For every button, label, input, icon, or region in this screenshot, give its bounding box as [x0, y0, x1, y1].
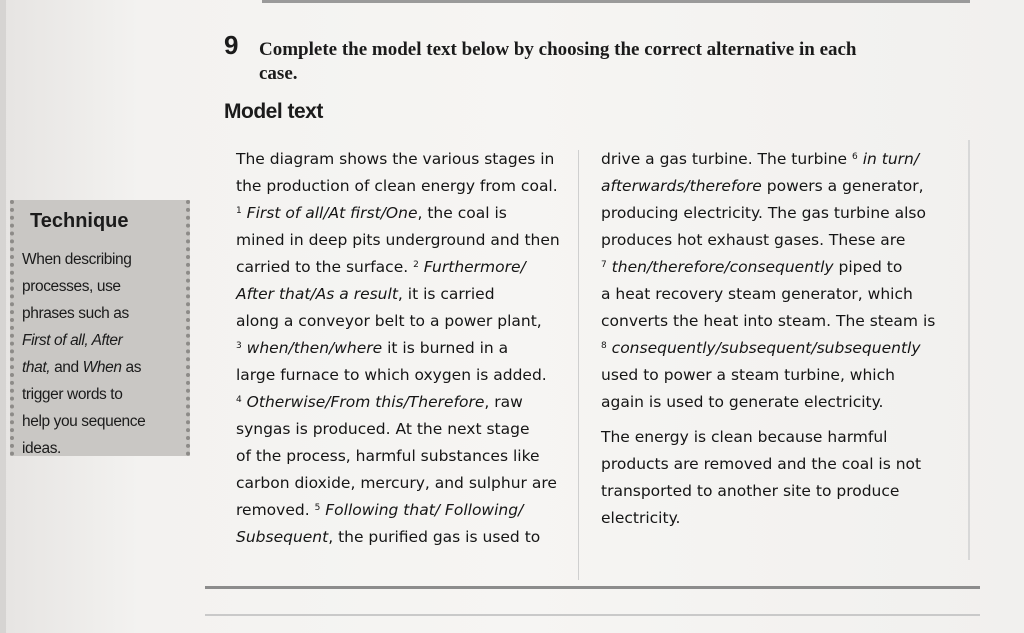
text-line: along a conveyor belt to a power plant,	[236, 312, 542, 330]
alternatives: afterwards/therefore	[601, 177, 762, 195]
alternatives: consequently/subsequent/subsequently	[611, 339, 921, 357]
text-line: removed. $^5$ Following that/ Following/	[236, 501, 524, 519]
text-line: $^3$ when/then/where it is burned in a	[236, 339, 509, 357]
text-line: carried to the surface. $^2$ Furthermore/	[236, 258, 526, 276]
technique-line: that, and When as	[22, 359, 142, 376]
gap-number: 5	[314, 503, 321, 513]
text-line: The diagram shows the various stages in	[236, 150, 555, 168]
alternatives: Following that/ Following/	[325, 501, 524, 519]
alternatives: First of all/At first/One	[246, 204, 418, 222]
text-line: used to power a steam turbine, which	[601, 366, 895, 384]
text-line: converts the heat into steam. The steam is	[601, 312, 936, 330]
bottom-rule-faint	[205, 614, 980, 616]
text-line: Subsequent, the purified gas is used to	[236, 528, 541, 546]
technique-line: processes, use	[22, 278, 121, 295]
text-line: the production of clean energy from coal.	[236, 177, 558, 195]
text-line: $^4$ Otherwise/From this/Therefore, raw	[236, 393, 523, 411]
technique-line: trigger words to	[22, 386, 123, 403]
text-line: produces hot exhaust gases. These are	[601, 231, 906, 249]
text-line: products are removed and the coal is not	[601, 455, 922, 473]
text-line: After that/As a result, it is carried	[236, 285, 495, 303]
text-line: a heat recovery steam generator, which	[601, 285, 913, 303]
alternatives: Furthermore/	[423, 258, 526, 276]
text-line: producing electricity. The gas turbine also	[601, 204, 926, 222]
technique-line: First of all, After	[22, 332, 123, 349]
gap-number: 6	[852, 152, 858, 162]
instruction-line-1: Complete the model text below by choosing the correct alternative in each	[259, 39, 857, 60]
text-line: of the process, harmful substances like	[236, 447, 540, 465]
text-line: large furnace to which oxygen is added.	[236, 366, 547, 384]
bottom-rule	[205, 586, 980, 589]
technique-title: Technique	[30, 210, 129, 232]
text-line: $^1$ First of all/At first/One, the coal is	[236, 204, 507, 222]
technique-line: phrases such as	[22, 305, 129, 322]
gap-number: 7	[601, 260, 607, 270]
text-line: electricity.	[601, 509, 681, 527]
alternatives: After that/As a result	[236, 285, 398, 303]
text-line: syngas is produced. At the next stage	[236, 420, 530, 438]
text-line: $^7$ then/therefore/consequently piped to	[601, 258, 903, 276]
text-line: The energy is clean because harmful	[601, 428, 888, 446]
text-line: carbon dioxide, mercury, and sulphur are	[236, 474, 557, 492]
technique-text	[22, 247, 172, 463]
alternatives: in turn/	[862, 150, 920, 168]
instruction-line-2: case.	[259, 63, 298, 84]
gap-number: 1	[236, 206, 242, 216]
model-text-left-column	[236, 146, 560, 551]
text-line: drive a gas turbine. The turbine $^6$ in turn/	[601, 150, 920, 168]
technique-line: When describing	[22, 251, 132, 268]
alternatives: Otherwise/From this/Therefore	[246, 393, 485, 411]
column-divider	[578, 150, 579, 580]
text-line	[601, 335, 935, 362]
alternatives: when/then/where	[246, 339, 383, 357]
alternatives: then/therefore/consequently	[611, 258, 834, 276]
gap-number: 3	[236, 341, 242, 351]
page-edge-shadow	[0, 0, 6, 633]
text-line: transported to another site to produce	[601, 482, 900, 500]
model-text-right-column	[601, 146, 935, 532]
text-line: afterwards/therefore powers a generator,	[601, 177, 924, 195]
alternatives: Subsequent	[236, 528, 329, 546]
technique-line: help you sequence	[22, 413, 146, 430]
top-rule	[262, 0, 970, 3]
section-heading: Model text	[224, 100, 323, 123]
right-margin-line	[968, 140, 970, 560]
gap-number: 4	[236, 395, 242, 405]
text-line: mined in deep pits underground and then	[236, 231, 560, 249]
exercise-number: 9	[224, 30, 239, 60]
gap-number: 8	[601, 341, 607, 351]
technique-line: ideas.	[22, 440, 61, 457]
gap-number: 2	[413, 260, 419, 270]
text-line: again is used to generate electricity.	[601, 393, 884, 411]
exercise-instruction	[259, 38, 959, 86]
